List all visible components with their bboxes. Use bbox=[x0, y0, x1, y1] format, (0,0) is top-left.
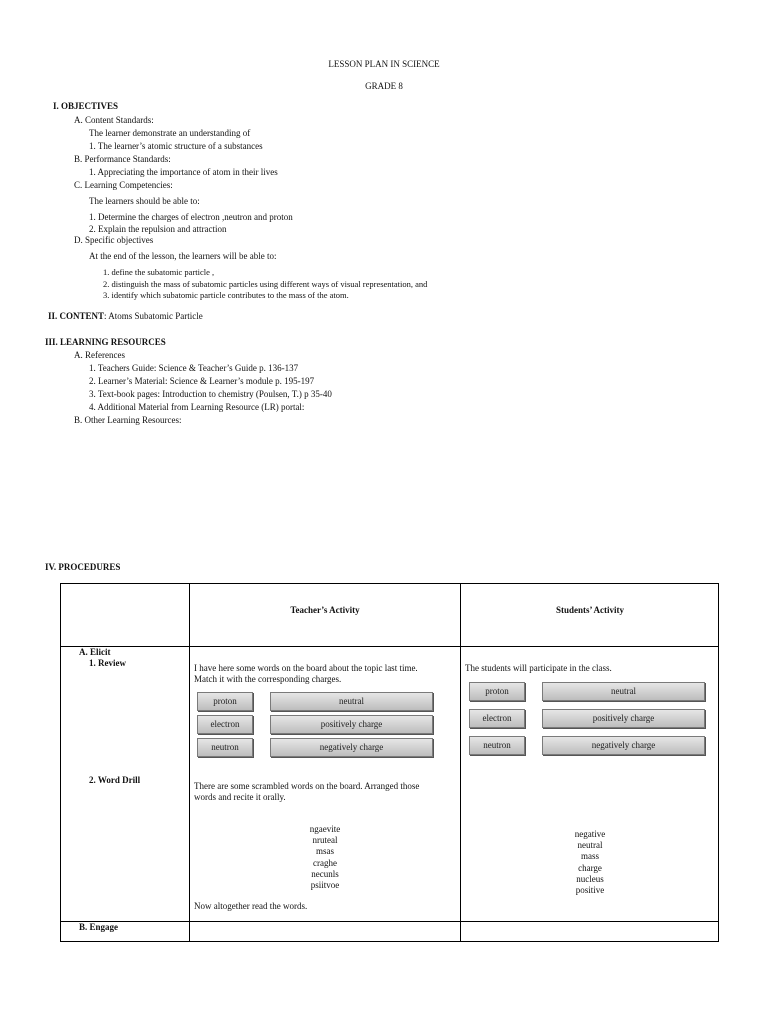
scrambled-word: nruteal bbox=[312, 835, 338, 846]
specific-objectives-label: D. Specific objectives bbox=[74, 235, 154, 245]
reference-item: 3. Text-book pages: Introduction to chemistry (Poulsen, T.) p 35-40 bbox=[89, 389, 332, 399]
answer-word: nucleus bbox=[576, 873, 604, 884]
charge-card-negative[interactable]: negatively charge bbox=[270, 738, 433, 757]
students-review-text: The students will participate in the class. bbox=[465, 663, 612, 673]
student-particle-card-neutron[interactable]: neutron bbox=[469, 736, 525, 755]
learning-competencies-intro: The learners should be able to: bbox=[89, 196, 200, 206]
student-charge-card-positive[interactable]: positively charge bbox=[542, 709, 705, 728]
learning-competencies-item: 2. Explain the repulsion and attraction bbox=[89, 224, 227, 234]
row-divider bbox=[61, 646, 718, 647]
content-standards-item: 1. The learner’s atomic structure of a substances bbox=[89, 141, 263, 151]
teacher-drill-text: words and recite it orally. bbox=[194, 792, 286, 802]
scrambled-word: msas bbox=[316, 846, 334, 857]
scrambled-word: craghe bbox=[313, 857, 337, 868]
student-particle-card-electron[interactable]: electron bbox=[469, 709, 525, 728]
student-charge-card-negative[interactable]: negatively charge bbox=[542, 736, 705, 755]
reference-item: 2. Learner’s Material: Science & Learner’s module p. 195-197 bbox=[89, 376, 315, 386]
learning-competencies-item: 1. Determine the charges of electron ,neutron and proton bbox=[89, 212, 293, 222]
teacher-drill-closing: Now altogether read the words. bbox=[194, 901, 308, 911]
word-drill-label: 2. Word Drill bbox=[89, 775, 141, 785]
answer-word: mass bbox=[581, 851, 599, 862]
teacher-review-text: Match it with the corresponding charges. bbox=[194, 674, 342, 684]
scrambled-words-list bbox=[190, 824, 460, 891]
performance-standards-item: 1. Appreciating the importance of atom in their lives bbox=[89, 167, 278, 177]
content-text: : Atoms Subatomic Particle bbox=[104, 311, 203, 321]
charge-card-neutral[interactable]: neutral bbox=[270, 692, 433, 711]
scrambled-word: psiitvoe bbox=[310, 880, 340, 891]
section-elicit-label: A. Elicit bbox=[79, 647, 111, 657]
learning-resources-heading: III. LEARNING RESOURCES bbox=[45, 337, 166, 347]
learning-competencies-label: C. Learning Competencies: bbox=[74, 180, 173, 190]
scrambled-word: necunls bbox=[311, 868, 339, 879]
scrambled-word: ngaevite bbox=[309, 824, 341, 834]
particle-card-electron[interactable]: electron bbox=[197, 715, 253, 734]
answer-word: negative bbox=[574, 829, 606, 839]
specific-objectives-intro: At the end of the lesson, the learners will be able to: bbox=[89, 251, 277, 261]
reference-item: 1. Teachers Guide: Science & Teacher’s Guide p. 136-137 bbox=[89, 363, 299, 373]
particle-card-neutron[interactable]: neutron bbox=[197, 738, 253, 757]
answer-word: positive bbox=[575, 885, 605, 896]
specific-objective-item: 1. define the subatomic particle , bbox=[103, 267, 215, 277]
specific-objective-item: 3. identify which subatomic particle contributes to the mass of the atom. bbox=[103, 290, 349, 300]
answer-words-list bbox=[461, 829, 719, 896]
performance-standards-label: B. Performance Standards: bbox=[74, 154, 171, 164]
section-engage-label: B. Engage bbox=[79, 922, 119, 932]
grade-label: GRADE 8 bbox=[365, 81, 403, 91]
content-label: II. CONTENT bbox=[48, 311, 105, 321]
content-line bbox=[48, 311, 203, 322]
other-resources-label: B. Other Learning Resources: bbox=[74, 415, 182, 425]
procedures-heading: IV. PROCEDURES bbox=[45, 562, 121, 572]
content-standards-intro: The learner demonstrate an understanding of bbox=[89, 128, 251, 138]
charge-card-positive[interactable]: positively charge bbox=[270, 715, 433, 734]
reference-item: 4. Additional Material from Learning Resource (LR) portal: bbox=[89, 402, 305, 412]
references-label: A. References bbox=[74, 350, 125, 360]
answer-word: charge bbox=[578, 862, 602, 873]
teacher-drill-text: There are some scrambled words on the board. Arranged those bbox=[194, 781, 420, 791]
student-particle-card-proton[interactable]: proton bbox=[469, 682, 525, 701]
teacher-review-text: I have here some words on the board about the topic last time. bbox=[194, 663, 418, 673]
specific-objective-item: 2. distinguish the mass of subatomic particles using different ways of visual representation, and bbox=[103, 279, 428, 289]
answer-word: neutral bbox=[577, 840, 603, 851]
objectives-heading: I. OBJECTIVES bbox=[53, 101, 119, 111]
review-label: 1. Review bbox=[89, 658, 126, 668]
row-divider bbox=[61, 921, 718, 922]
content-standards-label: A. Content Standards: bbox=[74, 115, 154, 125]
students-activity-header: Students’ Activity bbox=[555, 605, 625, 615]
particle-card-proton[interactable]: proton bbox=[197, 692, 253, 711]
student-charge-card-neutral[interactable]: neutral bbox=[542, 682, 705, 701]
procedures-table bbox=[60, 583, 719, 942]
lesson-plan-title: LESSON PLAN IN SCIENCE bbox=[328, 59, 440, 69]
teacher-activity-header: Teacher’s Activity bbox=[290, 605, 360, 615]
